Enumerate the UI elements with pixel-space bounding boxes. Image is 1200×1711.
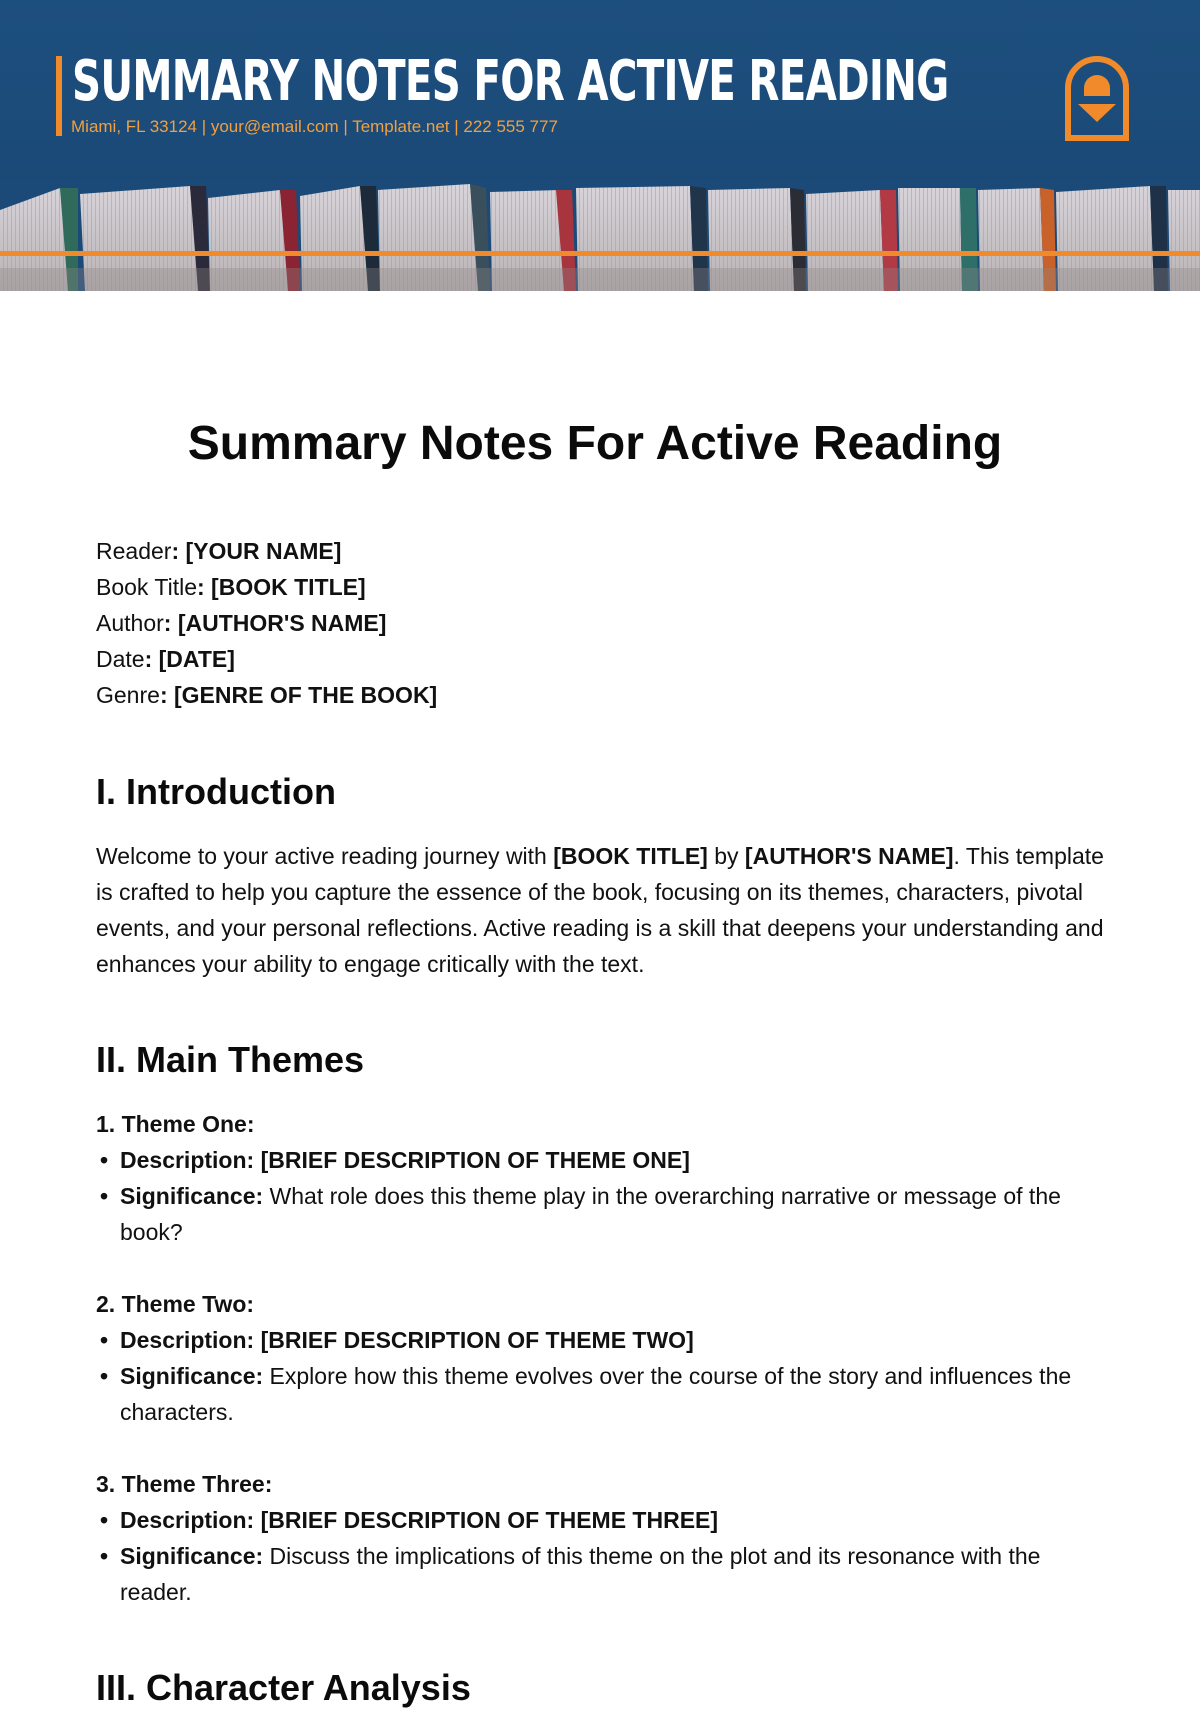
download-arch-icon bbox=[1062, 52, 1132, 142]
significance-label: Significance: bbox=[120, 1183, 264, 1209]
theme-description bbox=[96, 1502, 1096, 1538]
description-value: [BRIEF DESCRIPTION OF THEME ONE] bbox=[254, 1147, 690, 1173]
significance-text: What role does this theme play in the overarching narrative or message of the book? bbox=[120, 1183, 1061, 1245]
reader-info bbox=[96, 533, 437, 713]
banner-contact-info: Miami, FL 33124 | your@email.com | Template.net | 222 555 777 bbox=[71, 117, 558, 136]
genre-row bbox=[96, 677, 437, 713]
books-photo bbox=[0, 180, 1200, 291]
theme-significance bbox=[96, 1178, 1096, 1250]
theme-block bbox=[96, 1106, 1096, 1250]
book-title-value: : [BOOK TITLE] bbox=[197, 574, 366, 600]
theme-details bbox=[96, 1322, 1096, 1430]
book-title-row bbox=[96, 569, 437, 605]
intro-author-name: [AUTHOR'S NAME] bbox=[744, 843, 954, 869]
title-accent-bar bbox=[56, 56, 62, 136]
author-label: Author bbox=[96, 610, 164, 636]
document-title: Summary Notes For Active Reading bbox=[187, 417, 1003, 470]
theme-title: 1. Theme One: bbox=[96, 1111, 255, 1137]
description-label: Description: bbox=[120, 1147, 255, 1173]
header-banner bbox=[0, 0, 1200, 291]
theme-details bbox=[96, 1502, 1096, 1610]
theme-description bbox=[96, 1322, 1096, 1358]
description-label: Description: bbox=[120, 1507, 255, 1533]
introduction-paragraph bbox=[96, 838, 1126, 982]
section-heading-main-themes: II. Main Themes bbox=[96, 1039, 365, 1080]
author-row bbox=[96, 605, 437, 641]
date-label: Date bbox=[96, 646, 145, 672]
intro-text-3: . This template is crafted to help you capture the essence of the book, focusing on its themes, characters, pivotal events, and your personal reflections. Active reading is a skill that deepens your understanding and enhances your ability to engage critically with the text. bbox=[96, 843, 1104, 977]
theme-description bbox=[96, 1142, 1096, 1178]
description-value: [BRIEF DESCRIPTION OF THEME TWO] bbox=[254, 1327, 694, 1353]
significance-text: Explore how this theme evolves over the course of the story and influences the characters. bbox=[120, 1363, 1072, 1425]
date-value: : [DATE] bbox=[144, 646, 235, 672]
reader-value: : [YOUR NAME] bbox=[171, 538, 342, 564]
intro-book-title: [BOOK TITLE] bbox=[553, 843, 708, 869]
reader-label: Reader bbox=[96, 538, 172, 564]
section-heading-introduction: I. Introduction bbox=[96, 771, 336, 812]
theme-title: 3. Theme Three: bbox=[96, 1471, 273, 1497]
date-row bbox=[96, 641, 437, 677]
intro-text-1: Welcome to your active reading journey with bbox=[96, 843, 554, 869]
reader-row bbox=[96, 533, 437, 569]
genre-label: Genre bbox=[96, 682, 160, 708]
intro-text-2: by bbox=[707, 843, 745, 869]
banner-title: SUMMARY NOTES FOR ACTIVE READING bbox=[72, 49, 949, 114]
theme-block bbox=[96, 1466, 1096, 1610]
significance-label: Significance: bbox=[120, 1363, 264, 1389]
banner-orange-rule bbox=[0, 251, 1200, 256]
theme-block bbox=[96, 1286, 1096, 1430]
genre-value: : [GENRE OF THE BOOK] bbox=[159, 682, 438, 708]
book-title-label: Book Title bbox=[96, 574, 197, 600]
theme-title: 2. Theme Two: bbox=[96, 1291, 255, 1317]
theme-significance bbox=[96, 1538, 1096, 1610]
description-value: [BRIEF DESCRIPTION OF THEME THREE] bbox=[254, 1507, 719, 1533]
section-heading-character-analysis: III. Character Analysis bbox=[96, 1667, 471, 1708]
theme-details bbox=[96, 1142, 1096, 1250]
theme-significance bbox=[96, 1358, 1096, 1430]
significance-text: Discuss the implications of this theme on the plot and its resonance with the reader. bbox=[120, 1543, 1041, 1605]
description-label: Description: bbox=[120, 1327, 255, 1353]
significance-label: Significance: bbox=[120, 1543, 264, 1569]
author-value: : [AUTHOR'S NAME] bbox=[163, 610, 387, 636]
